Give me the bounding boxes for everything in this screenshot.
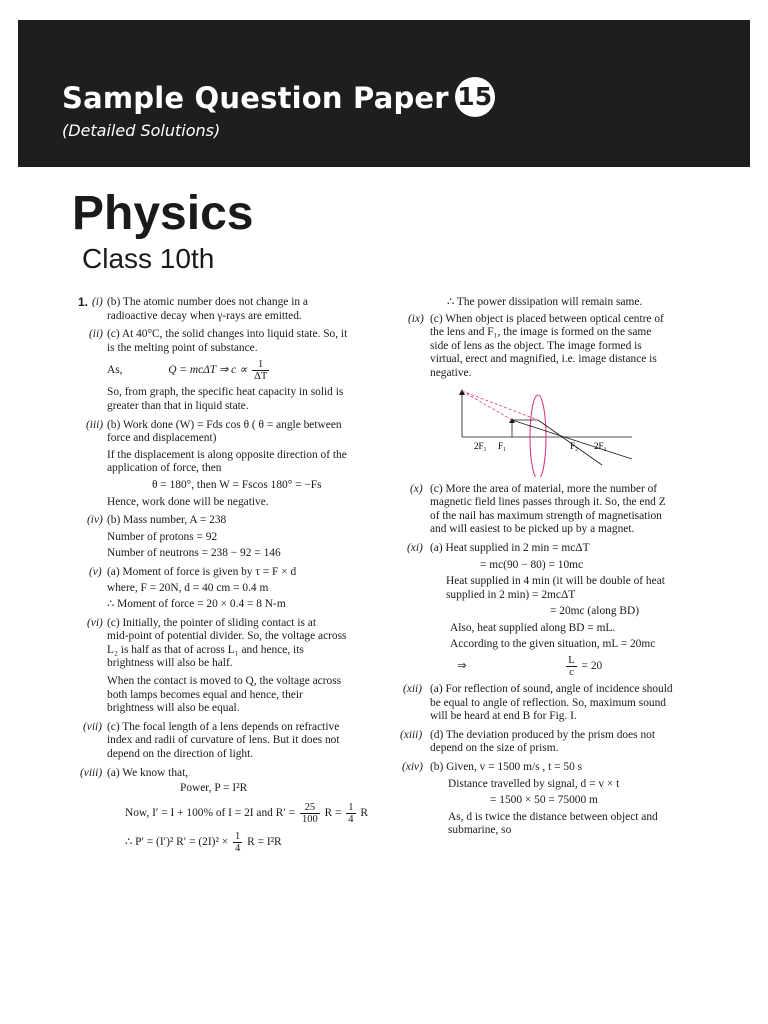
left-column [78,296,378,860]
answer-iv: (iv) (b) Mass number, A = 238 Number of protons = 92 Number of neutrons = 238 − 92 = 146 [87,514,281,560]
label-f1: F₁ [498,440,507,451]
answer-vii: (vii) (c) The focal length of a lens depends on refractive index and radii of curvature of lens. But it does not depend on the direction of light. [83,720,340,761]
subject-title: Physics [72,187,254,240]
class-label: Class 10th [82,243,215,274]
label-f2: F₂ [570,440,579,451]
answer-iii: (iii) (b) Work done (W) = Fds cos θ ( θ = angle between force and displacement) If the displacement is along opposite direction of the application of force, then θ = 180°, then W = Fscos 180° = −Fs Hence, work done will be negative. [86,418,347,508]
paper-number-badge: 15 [455,77,495,117]
virtual-ray-2 [462,391,512,420]
equation-heat: As, Q = mcΔT ⇒ c ∝ $\frac{1}{\Delta T}$ [107,359,268,383]
answer-i: 1. (i) (b) The atomic number does not change in a radioactive decay when γ-rays are emitted. [78,295,308,322]
answer-xiii: (xiii) (d) The deviation produced by the prism does not depend on the size of prism. [400,728,656,755]
label-2f1: 2F₁ [474,440,487,451]
virtual-ray-1 [462,391,538,420]
answer-xiv: (xiv) (b) Given, v = 1500 m/s , t = 50 s Distance travelled by signal, d = v × t = 1500 × 50 = 75000 m As, d is twice the distance between object and submarine, so [402,761,658,837]
convex-lens [530,395,546,477]
answer-ix: (ix) (c) When object is placed between optical centre of the lens and F₁, the image is formed on the same side of lens as the object. The image formed is virtual, erect and magnified, i.e. image distance is negative. 2F₁ F₁ F₂ 2F₂ [402,313,702,477]
answer-viii: (viii) (a) We know that, Power, P = I²R Now, I′ = I + 100% of I = 2I and R′ = $\frac{25}{100}$ R = $\frac{1}{4}$ R ∴ P′ = (I′)² R′ = (2I)² × $\frac{1}{4}$ R = I²R [78,767,378,854]
equation-resistance: Now, I′ = I + 100% of I = 2I and R′ = $\frac{25}{100}$ R = $\frac{1}{4}$ R [125,801,369,825]
equation-power: ∴ P′ = (I′)² R′ = (2I)² × $\frac{1}{4}$ R = I²R [125,830,282,854]
paper-title: Sample Question Paper 15 [62,80,495,120]
power-conclusion: ∴ The power dissipation will remain same. [447,296,643,308]
question-number: 1. [78,295,89,309]
answer-xi: (xi) (a) Heat supplied in 2 min = mcΔT = mc(90 − 80) = 10mc Heat supplied in 4 min (it will be double of heat supplied in 2 min) = 2mcΔT = 20mc (along BD) Also, heat supplied along BD = mL. According to the given situation, mL = 20mc ⇒ $\frac{L}{c}$ = 20 [402,542,702,678]
answer-ii: (ii) (c) At 40°C, the solid changes into liquid state. So, it is the melting point of substance. As, Q = mcΔT ⇒ c ∝ $\frac{1}{\Delta T}$ So, from graph, the specific heat capacity in solid is greater than that in liquid state. [78,328,378,413]
answer-vi: (vi) (c) Initially, the pointer of sliding contact is at mid-point of potential divider. So, the voltage across L₂ is half as that of across L₁ and hence, its brightness will also be half. When the contact is moved to Q, the voltage across both lamps becomes equal and hence, their brightness will also be equal. [87,616,347,715]
answer-x: (x) (c) More the area of material, more the number of magnetic field lines passes through it. So, the end Z of the nail has maximum strength of magnetisation and will easiest to be picked up by a magnet. [410,482,666,536]
right-column [402,296,702,843]
label-2f2: 2F₂ [594,440,607,451]
answer-xii: (xii) (a) For reflection of sound, angle of incidence should be equal to angle of reflection. So, maximum sound will be heard at end B for Fig. I. [403,683,673,723]
paper-subtitle: (Detailed Solutions) [62,121,221,140]
answer-v: (v) (a) Moment of force is given by τ = F × d where, F = 20N, d = 40 cm = 0.4 m ∴ Moment of force = 20 × 0.4 = 8 N-m [89,565,297,611]
lens-ray-diagram [432,387,642,477]
equation-latent-heat: ⇒ $\frac{L}{c}$ = 20 [457,655,603,679]
